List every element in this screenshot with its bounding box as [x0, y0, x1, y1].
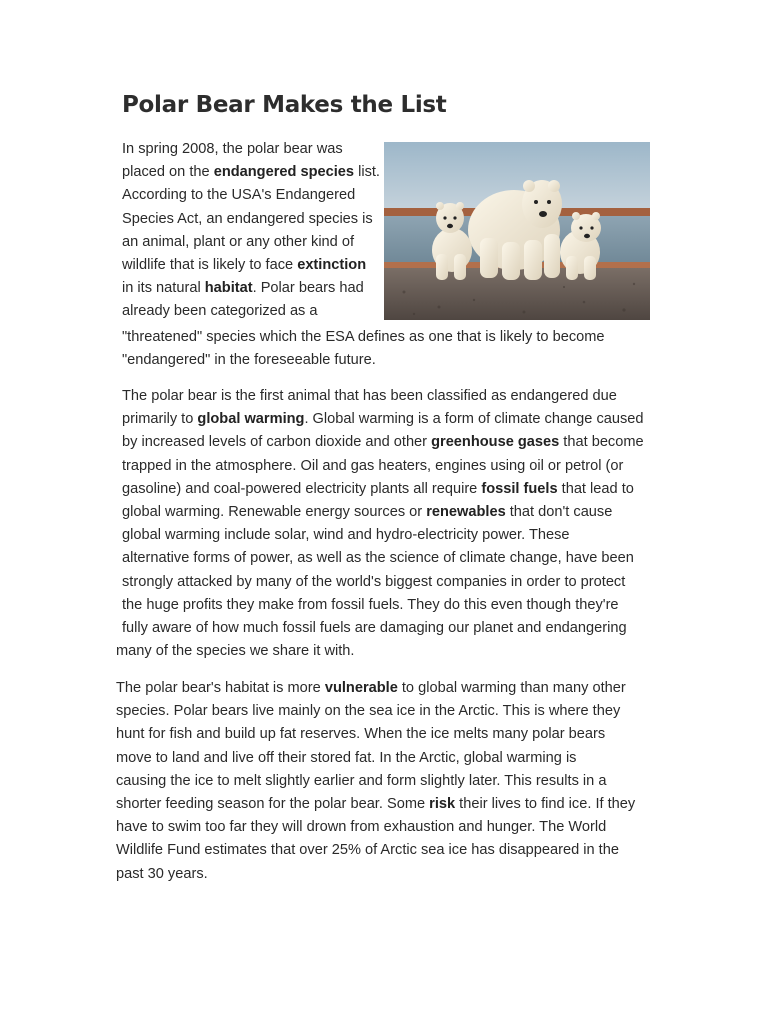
p2-text: alternative forms of power, as well as the science of climate change, have been	[122, 550, 634, 567]
p2-text: The polar bear is the first animal that has been classified as endangered due	[122, 388, 617, 404]
p2-text: global warming. Renewable energy sources or	[122, 504, 427, 521]
p1-text: already been categorized as a	[122, 303, 318, 320]
p3-text: species. Polar bears live mainly on the sea ice in the Arctic. This is where they	[116, 703, 621, 720]
paragraph-2	[116, 385, 652, 663]
p1-text: wildlife that is likely to face	[122, 257, 298, 274]
paragraph-1	[122, 138, 650, 372]
p3-text: move to land and live off their stored fat. In the Arctic, global warming is	[116, 749, 577, 766]
term-habitat: habitat	[204, 280, 253, 297]
p2-text: that lead to	[557, 480, 634, 497]
p3-text: have to swim too far they will drown from exhaustion and hunger. The World	[116, 819, 607, 836]
p3-text: their lives to find ice. If they	[455, 796, 636, 813]
p2-text: global warming include solar, wind and hydro-electricity power. These	[122, 527, 570, 544]
p2-text: by increased levels of carbon dioxide and other	[122, 434, 432, 451]
p3-text: hunt for fish and build up fat reserves. When the ice melts many polar bears	[116, 726, 606, 743]
p1-text: an animal, plant or any other kind of	[122, 233, 355, 250]
p1-text: According to the USA's Endangered	[122, 187, 356, 204]
p2-text: many of the species we share it with.	[116, 643, 355, 660]
p1-text: . Polar bears had	[252, 280, 364, 297]
p3-text: The polar bear's habitat is more	[116, 680, 325, 696]
polar-bear-photo	[384, 142, 650, 320]
p3-text: past 30 years.	[116, 865, 208, 882]
p1-text: Species Act, an endangered species is	[122, 210, 373, 227]
term-extinction: extinction	[297, 257, 367, 274]
p2-text: primarily to	[122, 411, 198, 428]
term-greenhouse-gases: greenhouse gases	[431, 434, 560, 451]
p3-text: causing the ice to melt slightly earlier and form slightly later. This results in a	[116, 772, 607, 789]
p3-text: Wildlife Fund estimates that over 25% of Arctic sea ice has disappeared in the	[116, 842, 619, 859]
p2-text: that become	[559, 434, 644, 451]
p1-text: list.	[354, 164, 380, 181]
p1-text: "threatened" species which the ESA defines as one that is likely to become	[122, 329, 605, 345]
paragraph-3	[116, 677, 652, 886]
p2-text: that don't cause	[505, 504, 613, 521]
term-renewables: renewables	[426, 504, 506, 521]
p3-text: to global warming than many other	[397, 680, 626, 696]
p1-line-1: In spring 2008, the polar bear was	[122, 141, 343, 157]
term-fossil-fuels: fossil fuels	[481, 480, 558, 497]
term-vulnerable: vulnerable	[324, 680, 398, 696]
p2-text: trapped in the atmosphere. Oil and gas heaters, engines using oil or petrol (or	[122, 457, 624, 474]
p2-text: . Global warming is a form of climate change caused	[304, 411, 644, 428]
article-title: Polar Bear Makes the List	[122, 92, 447, 118]
term-global-warming: global warming	[197, 411, 305, 428]
p2-text: the huge profits they make from fossil fuels. They do this even though they're	[122, 596, 619, 613]
term-endangered-species: endangered species	[213, 164, 355, 181]
term-risk: risk	[429, 796, 456, 813]
p1-text: placed on the	[122, 164, 214, 181]
p1-text: in its natural	[122, 280, 205, 297]
p2-text: fully aware of how much fossil fuels are damaging our planet and endangering	[122, 620, 627, 637]
p2-text: strongly attacked by many of the world's biggest companies in order to protect	[122, 573, 626, 590]
p3-text: shorter feeding season for the polar bear. Some	[116, 796, 430, 813]
p1-text: "endangered" in the foreseeable future.	[122, 352, 376, 369]
p2-text: gasoline) and coal-powered electricity plants all require	[122, 480, 482, 497]
